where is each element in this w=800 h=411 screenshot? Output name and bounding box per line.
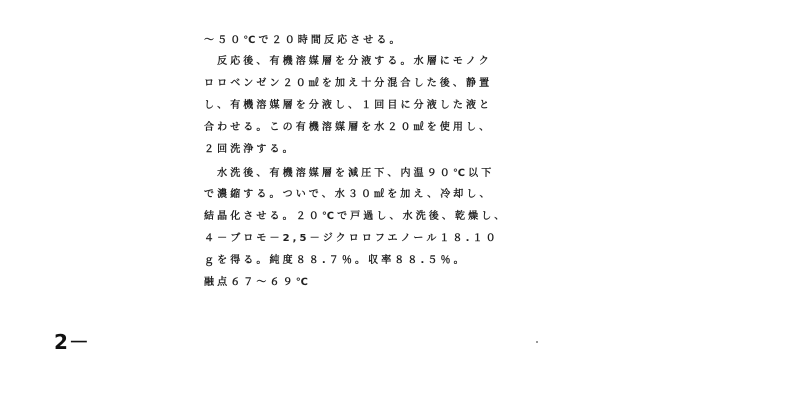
text-line: し、有機溶媒層を分液し、１回目に分液した液と: [204, 100, 493, 111]
text-line: で濃縮する。ついで、水３０㎖を加え、冷却し、: [204, 189, 493, 200]
text-line: ｇを得る。純度８８.７％。収率８８.５％。: [204, 255, 467, 266]
text-line: 合わせる。この有機溶媒層を水２０㎖を使用し、: [204, 122, 493, 133]
scan-speck: [536, 341, 538, 343]
text-line: 水洗後、有機溶媒層を減圧下、内温９０℃以下: [204, 168, 495, 179]
text-line: ロロベンゼン２０㎖を加え十分混合した後、静置: [204, 78, 493, 89]
text-line: ２回洗浄する。: [204, 144, 296, 155]
text-line: ４－ブロモ－2,5－ジクロロフエノール１８.１０: [204, 233, 499, 244]
text-line: ～５０℃で２０時間反応させる。: [204, 35, 403, 46]
text-line: 反応後、有機溶媒層を分液する。水層にモノク: [204, 56, 492, 67]
page-number: 2－: [54, 330, 90, 354]
text-line: 結晶化させる。２０℃で戸過し、水洗後、乾燥し、: [204, 211, 508, 222]
text-line-clipped: 融点６７～６９℃: [204, 277, 311, 288]
